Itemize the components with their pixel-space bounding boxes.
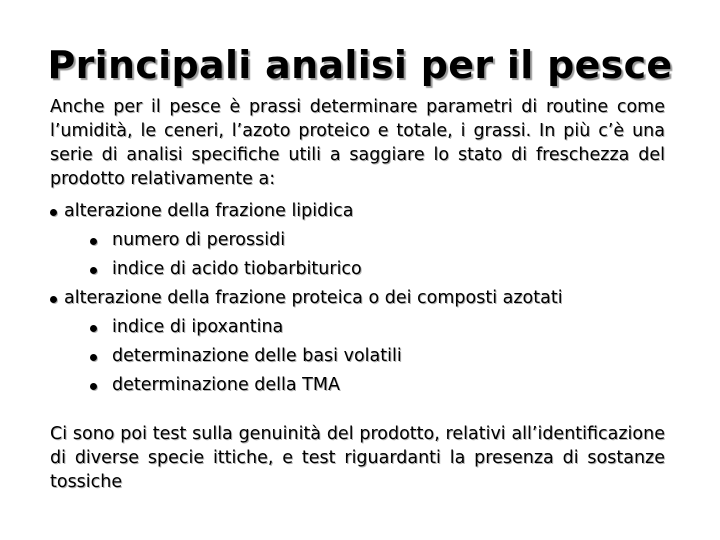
bullet-dot-icon	[90, 325, 97, 332]
bullet-list	[50, 197, 665, 400]
bullet-dot-icon	[50, 209, 57, 216]
bullet-dot-icon	[90, 238, 97, 245]
bullet-dot-icon	[90, 354, 97, 361]
bullet-item-protein-alteration	[50, 284, 665, 313]
bullet-dot-icon	[90, 383, 97, 390]
slide-content	[50, 95, 665, 400]
bullet-text: alterazione della frazione lipidica	[64, 201, 354, 221]
outro-paragraph: Ci sono poi test sulla genuinità del prodotto, relativi all’identificazione di diverse specie ittiche, e test riguardanti la presenza di sostanze tossiche	[50, 424, 665, 492]
bullet-text: determinazione della TMA	[112, 375, 340, 395]
sub-bullet-item-tma	[50, 371, 665, 400]
bullet-text: indice di acido tiobarbiturico	[112, 259, 362, 279]
bullet-dot-icon	[50, 296, 57, 303]
sub-bullet-item-hypoxanthine	[50, 313, 665, 342]
bullet-text: indice di ipoxantina	[112, 317, 284, 337]
bullet-text: determinazione delle basi volatili	[112, 346, 402, 366]
bullet-text: alterazione della frazione proteica o dei composti azotati	[64, 288, 563, 308]
sub-bullet-item-tba-index	[50, 255, 665, 284]
intro-paragraph: Anche per il pesce è prassi determinare parametri di routine come l’umidità, le ceneri, l’azoto proteico e totale, i grassi. In più c’è una serie di analisi specifiche utili a saggiare lo stato di freschezza del prodotto relativamente a:	[50, 97, 665, 189]
slide-title: Principali analisi per il pesce	[47, 43, 673, 88]
bullet-item-lipid-alteration	[50, 197, 665, 226]
sub-bullet-item-peroxides	[50, 226, 665, 255]
bullet-dot-icon	[90, 267, 97, 274]
bullet-text: numero di perossidi	[112, 230, 286, 250]
sub-bullet-item-volatile-bases	[50, 342, 665, 371]
